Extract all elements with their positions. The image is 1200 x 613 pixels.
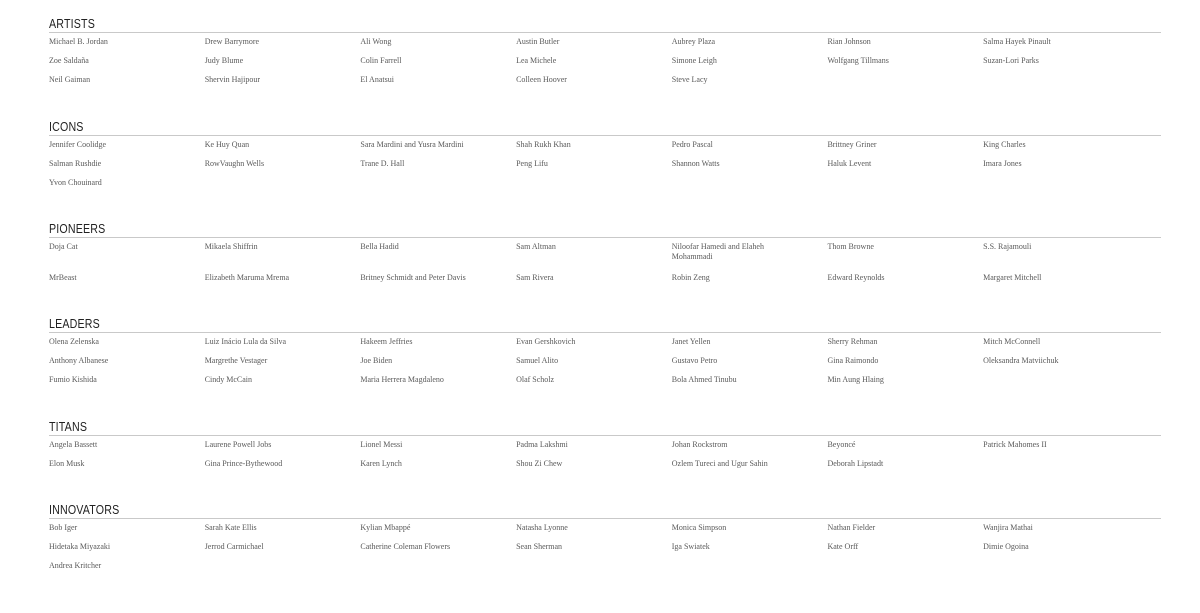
name-link[interactable]: Ali Wong — [360, 37, 392, 46]
name-link[interactable]: S.S. Rajamouli — [983, 242, 1032, 251]
name-link[interactable]: Austin Butler — [516, 37, 560, 46]
name-link[interactable]: Janet Yellen — [671, 337, 711, 346]
name-link[interactable]: Aubrey Plaza — [671, 37, 716, 46]
name-link[interactable]: Min Aung Hlaing — [827, 374, 884, 384]
name-link[interactable]: Brittney Griner — [827, 140, 877, 149]
name-link[interactable]: Gina Raimondo — [827, 355, 879, 365]
name-link[interactable]: Natasha Lyonne — [516, 523, 568, 532]
section-divider — [49, 237, 1161, 238]
name-link[interactable]: Sarah Kate Ellis — [204, 523, 257, 532]
name-link[interactable]: Simone Leigh — [671, 55, 717, 65]
section-divider — [49, 332, 1161, 333]
name-link[interactable]: Sam Altman — [516, 242, 556, 251]
name-link[interactable]: Sean Sherman — [516, 541, 563, 551]
name-link[interactable]: Angela Bassett — [49, 440, 98, 449]
name-link[interactable]: Sara Mardini and Yusra Mardini — [360, 140, 464, 149]
name-link[interactable]: Judy Blume — [204, 55, 244, 65]
name-link[interactable]: Margaret Mitchell — [983, 272, 1042, 282]
name-link[interactable]: Iga Swiatek — [671, 541, 710, 551]
name-link[interactable]: Elon Musk — [49, 458, 85, 468]
name-link[interactable]: Niloofar Hamedi and Elaheh Mohammadi — [671, 242, 764, 261]
section-title: ARTISTS — [49, 16, 95, 31]
name-link[interactable]: Karen Lynch — [360, 458, 402, 468]
name-link[interactable]: Colleen Hoover — [516, 74, 567, 84]
name-link[interactable]: Bob Iger — [49, 523, 78, 532]
name-link[interactable]: Deborah Lipstadt — [827, 458, 884, 468]
section-divider — [49, 32, 1161, 33]
section-title: PIONEERS — [49, 221, 106, 236]
name-link[interactable]: Elizabeth Maruma Mrema — [204, 272, 290, 282]
name-link[interactable]: Steve Lacy — [671, 74, 708, 84]
name-grid — [49, 523, 1161, 579]
name-link[interactable]: Bella Hadid — [360, 242, 399, 251]
name-link[interactable]: Mitch McConnell — [983, 337, 1041, 346]
section-divider — [49, 518, 1161, 519]
name-link[interactable]: Sam Rivera — [516, 272, 554, 282]
name-link[interactable]: Dimie Ogoina — [983, 541, 1029, 551]
name-link[interactable]: Zoe Saldaña — [49, 55, 89, 65]
section-title: LEADERS — [49, 316, 100, 331]
name-link[interactable]: Shah Rukh Khan — [516, 140, 571, 149]
name-link[interactable]: Bola Ahmed Tinubu — [671, 374, 737, 384]
name-link[interactable]: Monica Simpson — [671, 523, 727, 532]
name-link[interactable]: Suzan-Lori Parks — [983, 55, 1039, 65]
name-link[interactable]: Evan Gershkovich — [516, 337, 576, 346]
section-title: ICONS — [49, 119, 84, 134]
section-title: TITANS — [49, 419, 88, 434]
name-link[interactable]: Olaf Scholz — [516, 374, 555, 384]
name-link[interactable]: Peng Lifu — [516, 158, 548, 168]
name-link[interactable]: Andrea Kritcher — [49, 560, 102, 570]
name-link[interactable]: Lea Michele — [516, 55, 557, 65]
name-link[interactable]: Jerrod Carmichael — [204, 541, 264, 551]
name-link[interactable]: Edward Reynolds — [827, 272, 885, 282]
name-link[interactable]: RowVaughn Wells — [204, 158, 265, 168]
name-link[interactable]: Yvon Chouinard — [49, 177, 102, 187]
name-link[interactable]: Robin Zeng — [671, 272, 710, 282]
name-link[interactable]: Fumio Kishida — [49, 374, 97, 384]
name-link[interactable]: Joe Biden — [360, 355, 393, 365]
name-link[interactable]: King Charles — [983, 140, 1026, 149]
name-link[interactable]: Shannon Watts — [671, 158, 720, 168]
name-link[interactable]: Cindy McCain — [204, 374, 253, 384]
name-link[interactable]: Kate Orff — [827, 541, 859, 551]
name-link[interactable]: Thom Browne — [827, 242, 874, 251]
name-link[interactable]: Imara Jones — [983, 158, 1022, 168]
name-link[interactable]: Wolfgang Tillmans — [827, 55, 889, 65]
name-link[interactable]: El Anatsui — [360, 74, 394, 84]
name-link[interactable]: Britney Schmidt and Peter Davis — [360, 272, 466, 282]
name-link[interactable]: Margrethe Vestager — [204, 355, 268, 365]
name-link[interactable]: Johan Rockstrom — [671, 440, 728, 449]
name-grid — [49, 37, 1161, 93]
name-link[interactable]: Maria Herrera Magdaleno — [360, 374, 444, 384]
name-link[interactable]: Luiz Inácio Lula da Silva — [204, 337, 286, 346]
name-link[interactable]: Shou Zi Chew — [516, 458, 563, 468]
name-link[interactable]: Trane D. Hall — [360, 158, 405, 168]
name-link[interactable]: Gustavo Petro — [671, 355, 718, 365]
name-link[interactable]: Catherine Coleman Flowers — [360, 541, 451, 551]
name-link[interactable]: Sherry Rehman — [827, 337, 878, 346]
name-link[interactable]: Ke Huy Quan — [204, 140, 250, 149]
name-link[interactable]: Hidetaka Miyazaki — [49, 541, 111, 551]
name-link[interactable]: Olena Zelenska — [49, 337, 99, 346]
name-grid — [49, 337, 1161, 393]
name-link[interactable]: Beyoncé — [827, 440, 856, 449]
section-divider — [49, 435, 1161, 436]
name-link[interactable]: Oleksandra Matviichuk — [983, 355, 1059, 365]
name-grid — [49, 140, 1161, 196]
name-link[interactable]: Michael B. Jordan — [49, 37, 108, 46]
name-link[interactable]: Hakeem Jeffries — [360, 337, 413, 346]
name-link[interactable]: Haluk Levent — [827, 158, 872, 168]
name-link[interactable]: Neil Gaiman — [49, 74, 91, 84]
name-link[interactable]: Kylian Mbappé — [360, 523, 411, 532]
name-link[interactable]: Ozlem Tureci and Ugur Sahin — [671, 458, 768, 468]
name-link[interactable]: Pedro Pascal — [671, 140, 713, 149]
name-link[interactable]: Gina Prince-Bythewood — [204, 458, 283, 468]
section-title: INNOVATORS — [49, 502, 120, 517]
name-grid — [49, 440, 1161, 478]
name-link[interactable]: Samuel Alito — [516, 355, 559, 365]
name-link[interactable]: Padma Lakshmi — [516, 440, 568, 449]
name-link[interactable]: Colin Farrell — [360, 55, 402, 65]
name-grid — [49, 242, 1161, 291]
name-link[interactable]: Rian Johnson — [827, 37, 871, 46]
name-link[interactable]: Mikaela Shiffrin — [204, 242, 258, 251]
name-link[interactable]: Salman Rushdie — [49, 158, 102, 168]
name-link[interactable]: Anthony Albanese — [49, 355, 109, 365]
name-link[interactable]: Lionel Messi — [360, 440, 403, 449]
name-link[interactable]: Doja Cat — [49, 242, 78, 251]
name-link[interactable]: Jennifer Coolidge — [49, 140, 107, 149]
name-link[interactable]: Laurene Powell Jobs — [204, 440, 272, 449]
name-link[interactable]: Wanjira Mathai — [983, 523, 1033, 532]
name-link[interactable]: Drew Barrymore — [204, 37, 260, 46]
section-divider — [49, 135, 1161, 136]
name-link[interactable]: Nathan Fielder — [827, 523, 876, 532]
name-link[interactable]: MrBeast — [49, 272, 77, 282]
name-link[interactable]: Salma Hayek Pinault — [983, 37, 1051, 46]
name-link[interactable]: Shervin Hajipour — [204, 74, 261, 84]
name-link[interactable]: Patrick Mahomes II — [983, 440, 1047, 449]
